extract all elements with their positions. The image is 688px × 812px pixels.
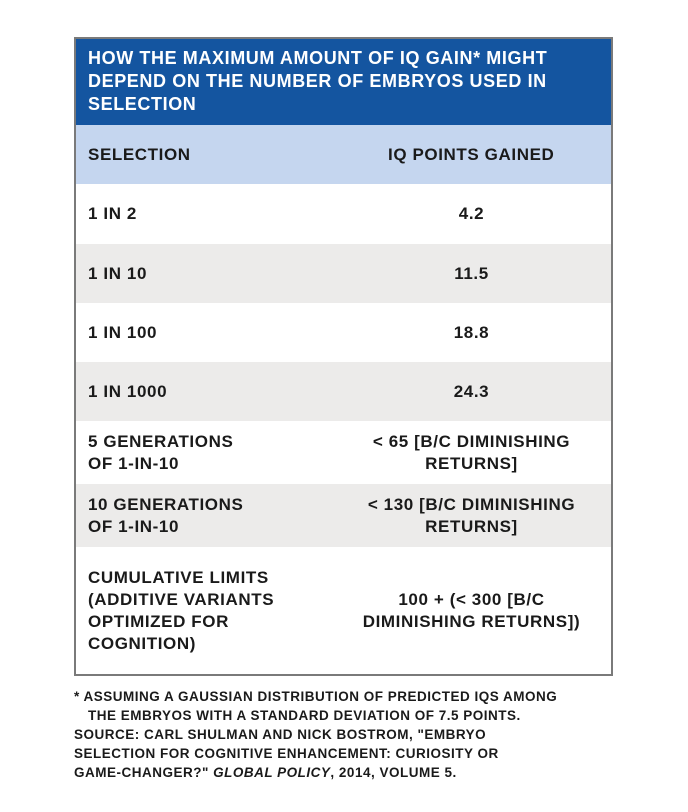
selection-cell — [76, 567, 346, 655]
footnote-line: THE EMBRYOS WITH A STANDARD DEVIATION OF 7.5 POINTS. — [88, 708, 521, 723]
selection-text: OPTIMIZED FOR — [88, 611, 229, 631]
selection-text: OF 1-IN-10 — [88, 516, 180, 536]
footnotes — [74, 687, 634, 782]
iq-text: DIMINISHING RETURNS]) — [362, 611, 581, 631]
iq-text: 4.2 — [458, 204, 485, 223]
source-text: , 2014, VOLUME 5. — [330, 765, 457, 780]
selection-cell — [76, 322, 346, 344]
table-title-line: SELECTION — [88, 94, 197, 114]
iq-text: 11.5 — [454, 263, 489, 283]
iq-text: RETURNS] — [425, 516, 518, 536]
source-journal: GLOBAL POLICY — [213, 765, 331, 780]
selection-text: 5 GENERATIONS — [88, 431, 234, 451]
selection-cell — [76, 263, 346, 285]
selection-cell — [76, 431, 346, 475]
table-row — [76, 484, 611, 547]
source-line: SELECTION FOR COGNITIVE ENHANCEMENT: CURIOSITY OR — [74, 746, 499, 761]
selection-text: 1 IN 100 — [88, 322, 158, 342]
selection-text: COGNITION) — [88, 633, 196, 653]
iq-text: < 65 [B/C DIMINISHING — [372, 431, 571, 451]
selection-text: 10 GENERATIONS — [88, 494, 244, 514]
iq-cell — [346, 322, 611, 344]
iq-cell — [346, 494, 611, 538]
footnote-line: * ASSUMING A GAUSSIAN DISTRIBUTION OF PREDICTED IQS AMONG — [74, 689, 558, 704]
table-title-line: HOW THE MAXIMUM AMOUNT OF IQ GAIN* MIGHT — [88, 48, 548, 68]
iq-text: 24.3 — [453, 381, 490, 401]
table-row — [76, 547, 611, 674]
selection-text: 1 IN 2 — [88, 204, 137, 223]
iq-cell — [346, 589, 611, 633]
iq-text: < 130 [B/C DIMINISHING — [367, 494, 576, 514]
selection-cell — [76, 203, 346, 225]
selection-cell — [76, 494, 346, 538]
selection-text: 1 IN 1000 — [88, 381, 168, 401]
source-line — [74, 763, 634, 782]
selection-cell — [76, 381, 346, 403]
column-header-selection: SELECTION — [88, 144, 191, 164]
iq-text: 18.8 — [453, 322, 490, 342]
table-row — [76, 184, 611, 244]
iq-cell — [346, 263, 611, 285]
selection-text: (ADDITIVE VARIANTS — [88, 589, 275, 609]
source-line: SOURCE: CARL SHULMAN AND NICK BOSTROM, "EMBRYO — [74, 727, 487, 742]
iq-text: RETURNS] — [425, 453, 518, 473]
iq-text: 100 + (< 300 [B/C — [398, 589, 545, 609]
iq-gain-table — [74, 37, 613, 676]
table-title-line: DEPEND ON THE NUMBER OF EMBRYOS USED IN — [88, 71, 547, 91]
table-row — [76, 244, 611, 303]
iq-cell — [346, 203, 611, 225]
selection-text: 1 IN 10 — [88, 263, 148, 283]
selection-text: CUMULATIVE LIMITS — [88, 567, 269, 587]
column-header-iq-points: IQ POINTS GAINED — [388, 144, 555, 164]
iq-cell — [346, 431, 611, 475]
selection-text: OF 1-IN-10 — [88, 453, 180, 473]
table-row — [76, 421, 611, 484]
table-row — [76, 362, 611, 421]
table-title — [76, 39, 611, 125]
source-text: GAME-CHANGER?" — [74, 765, 214, 780]
table-row — [76, 303, 611, 362]
iq-cell — [346, 381, 611, 403]
table-header-row — [76, 125, 611, 184]
